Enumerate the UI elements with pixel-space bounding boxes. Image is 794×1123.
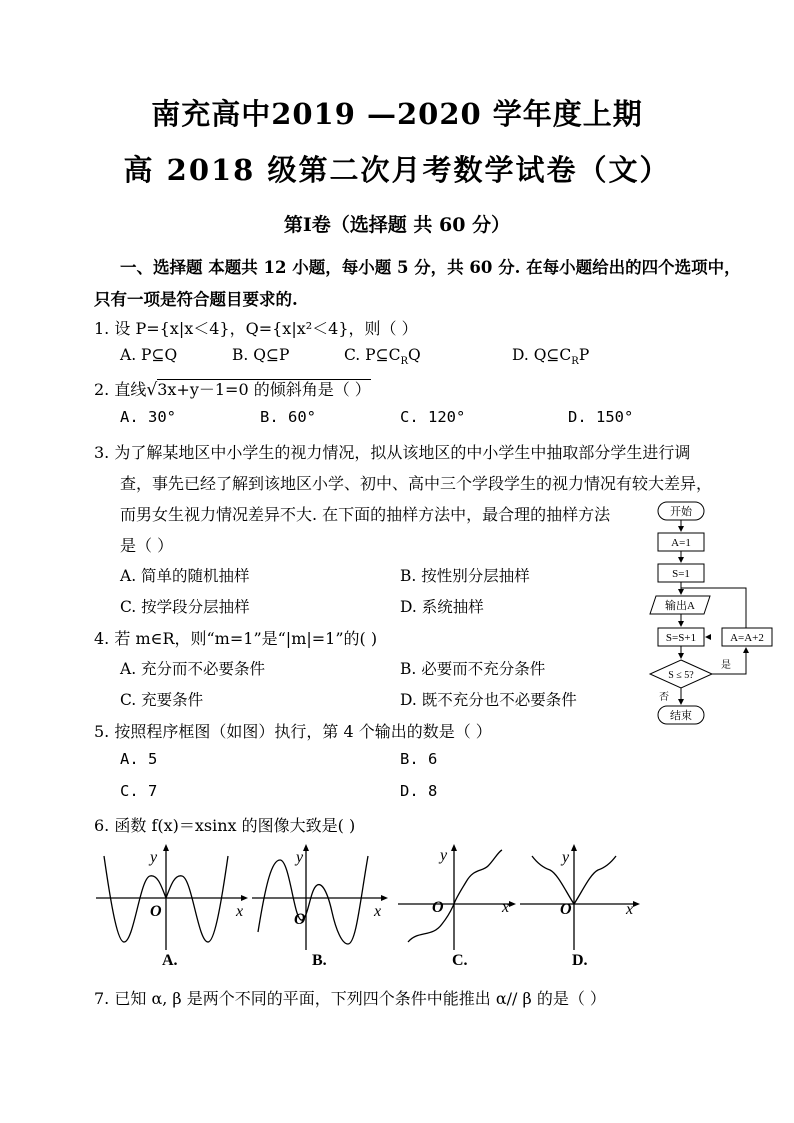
q5-stem: 5. 按照程序框图（如图）执行，第 4 个输出的数是（ ） [94, 722, 492, 741]
graph-c-x-label: x [502, 899, 510, 916]
q5-option-b: B. 6 [400, 750, 438, 768]
q5-option-a: A. 5 [120, 750, 158, 768]
q3-line-4: 是（ ） [120, 536, 174, 555]
q1-option-a: A. P⊆Q [120, 346, 178, 364]
flow-s1-label: S=1 [672, 568, 690, 580]
q1-stem: 1. 设 P={x|x＜4}，Q={x|x²＜4}，则（ ） [94, 319, 418, 338]
flow-a1-label: A=1 [671, 537, 691, 549]
title-line-1: 南充高中2019 —2020 学年度上期 [151, 97, 643, 131]
q2-option-a: A. 30° [120, 408, 176, 426]
q3-option-a: A. 简单的随机抽样 [120, 567, 250, 585]
graph-a-y-label: y [150, 849, 158, 866]
flow-yes-label: 是 [721, 660, 731, 671]
flowchart [640, 496, 780, 732]
q2-stem: 2. 直线√3x+y－1=0 的倾斜角是（ ） [94, 380, 371, 400]
intro-line-1: 一、选择题 本题共 12 小题，每小题 5 分，共 60 分. 在每小题给出的四个选项中， [120, 258, 741, 277]
graph-d-y-label: y [562, 849, 570, 866]
graph-b-origin: O [294, 911, 306, 928]
flow-end-label: 结束 [670, 710, 692, 722]
q4-option-c: C. 充要条件 [120, 691, 204, 709]
graph-c-origin: O [432, 899, 444, 916]
graph-d-label: D. [572, 952, 588, 969]
flow-sinc-label: S=S+1 [665, 632, 697, 644]
graph-a-label: A. [162, 952, 178, 969]
q3-line-3: 而男女生视力情况差异不大. 在下面的抽样方法中，最合理的抽样方法 [120, 505, 611, 524]
q2-option-b: B. 60° [260, 408, 316, 426]
q3-option-d: D. 系统抽样 [400, 598, 484, 616]
graph-c-label: C. [452, 952, 468, 969]
q4-option-b: B. 必要而不充分条件 [400, 660, 546, 678]
graph-d-origin: O [560, 901, 572, 918]
q3-option-b: B. 按性别分层抽样 [400, 567, 530, 585]
flow-start-label: 开始 [670, 506, 692, 518]
q5-option-d: D. 8 [400, 782, 438, 800]
graph-a-x-label: x [236, 903, 244, 920]
intro-line-2: 只有一项是符合题目要求的. [94, 290, 298, 309]
q1-option-b: B. Q⊆P [232, 346, 290, 364]
flow-ainc-label: A=A+2 [730, 632, 764, 644]
graph-c-y-label: y [440, 847, 448, 864]
q1-option-d: D. $Q⊆C_RP$ [512, 346, 590, 368]
q3-line-2: 查，事先已经了解到该地区小学、初中、高中三个学段学生的视力情况有较大差异， [120, 474, 713, 493]
sqrt-icon: √ [146, 380, 158, 400]
q5-option-c: C. 7 [120, 782, 158, 800]
q6-stem: 6. 函数 f(x)＝xsinx 的图像大致是( ) [94, 816, 356, 835]
q3-line-1: 3. 为了解某地区中小学生的视力情况，拟从该地区的中小学生中抽取部分学生进行调 [94, 443, 691, 462]
q3-option-c: C. 按学段分层抽样 [120, 598, 250, 616]
section-title: 第Ⅰ卷（选择题 共 60 分） [283, 214, 511, 236]
q4-stem: 4. 若 m∈R，则“m=1”是“|m|=1”的( ) [94, 629, 378, 648]
graph-d [518, 842, 646, 954]
graph-b-x-label: x [374, 903, 382, 920]
q7-stem: 7. 已知 α, β 是两个不同的平面，下列四个条件中能推出 α// β 的是（ ） [94, 989, 606, 1008]
q1-option-c: C. $P⊆C_RQ$ [344, 346, 421, 368]
graph-d-x-label: x [626, 901, 634, 918]
flow-output-label: 输出A [665, 600, 695, 612]
q4-option-a: A. 充分而不必要条件 [120, 660, 266, 678]
flow-no-label: 否 [659, 692, 669, 703]
graph-c [396, 842, 520, 954]
q2-option-d: D. 150° [568, 408, 634, 426]
title-line-2: 高 2018 级第二次月考数学试卷（文） [123, 153, 671, 187]
graph-b-label: B. [312, 952, 327, 969]
flow-cond-label: S ≤ 5? [668, 670, 694, 681]
graph-b-y-label: y [296, 849, 304, 866]
q4-option-d: D. 既不充分也不必要条件 [400, 691, 577, 709]
graph-a [94, 842, 250, 954]
graph-a-origin: O [150, 903, 162, 920]
q2-option-c: C. 120° [400, 408, 466, 426]
graph-b [250, 842, 390, 954]
